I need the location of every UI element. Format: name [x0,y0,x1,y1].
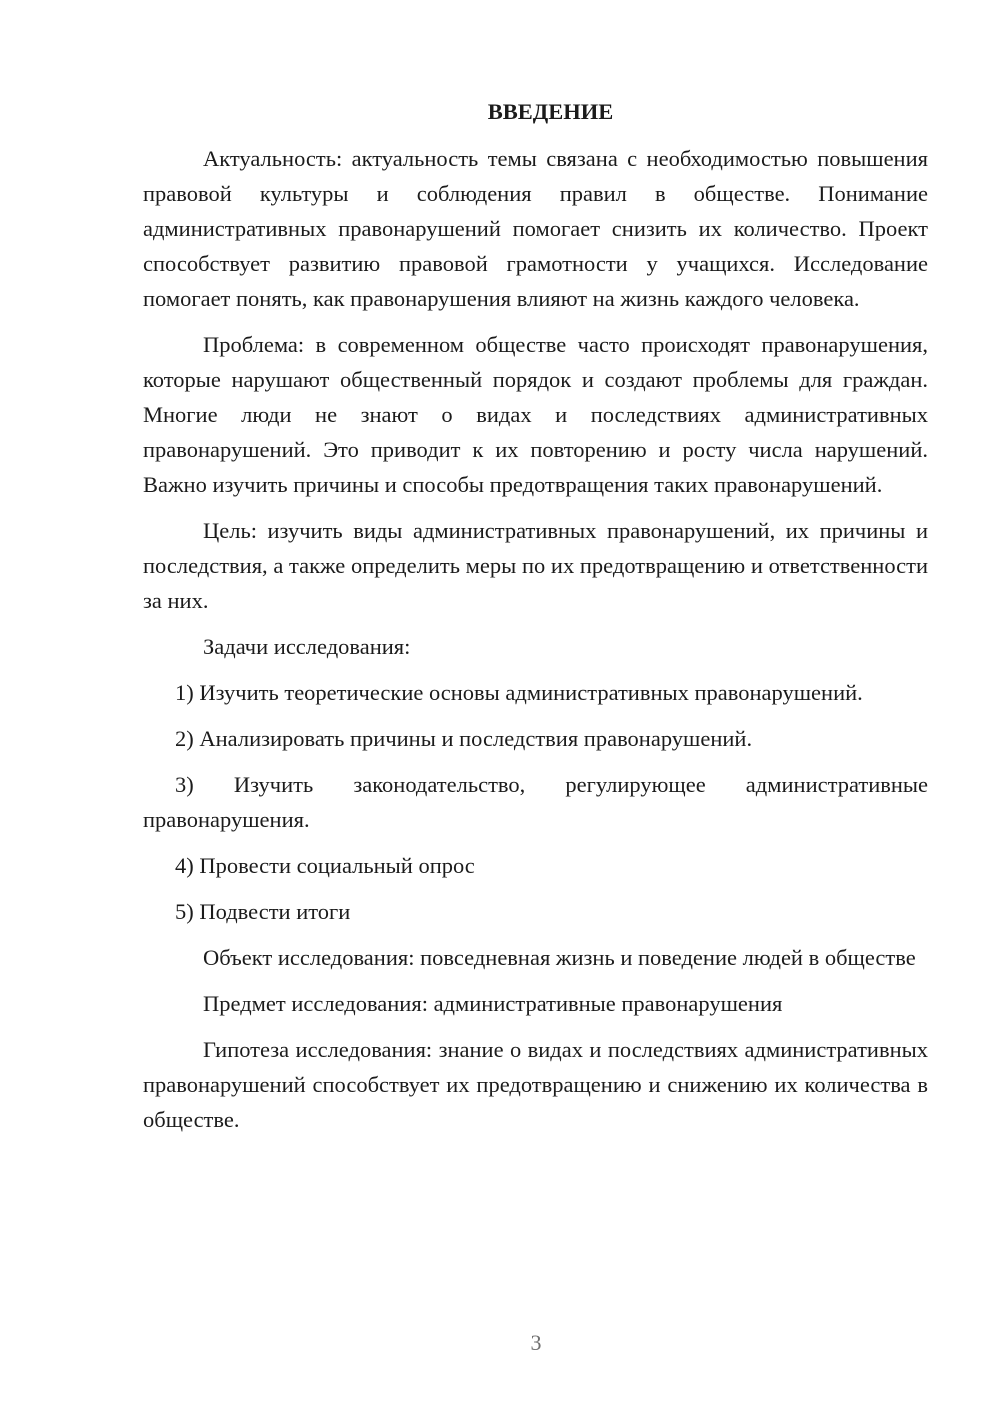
goal-paragraph: Цель: изучить виды административных правонарушений, их причины и последствия, а также определить меры по их предотвращению и ответственности за них. [143,518,928,613]
document-body [143,94,928,1148]
hypothesis-paragraph: Гипотеза исследования: знание о видах и последствиях административных правонарушений способствует их предотвращению и снижению их количества в обществе. [143,1037,928,1132]
relevance-paragraph: Актуальность: актуальность темы связана с необходимостью повышения правовой культуры и соблюдения правил в обществе. Понимание административных правонарушений помогает снизить их количество. Проект способствует развитию правовой грамотности у учащихся. Исследование помогает понять, как правонарушения влияют на жизнь каждого человека. [143,146,928,311]
tasks-heading: Задачи исследования: [203,634,411,659]
page-title: ВВЕДЕНИЕ [487,99,614,124]
problem-paragraph: Проблема: в современном обществе часто происходят правонарушения, которые нарушают общественный порядок и создают проблемы для граждан. Многие люди не знают о видах и последствиях административных правонарушений. Это приводит к их повторению и росту числа нарушений. Важно изучить причины и способы предотвращения таких правонарушений. [143,332,928,497]
subject-paragraph: Предмет исследования: административные правонарушения [203,991,783,1016]
task-item-3: 3) Изучить законодательство, регулирующее административные правонарушения. [143,772,928,832]
task-item-4: 4) Провести социальный опрос [175,853,475,878]
task-item-5: 5) Подвести итоги [175,899,351,924]
object-paragraph: Объект исследования: повседневная жизнь и поведение людей в обществе [203,945,916,970]
page-number: 3 [530,1330,542,1355]
task-item-1: 1) Изучить теоретические основы административных правонарушений. [175,680,863,705]
task-item-2: 2) Анализировать причины и последствия правонарушений. [175,726,753,751]
